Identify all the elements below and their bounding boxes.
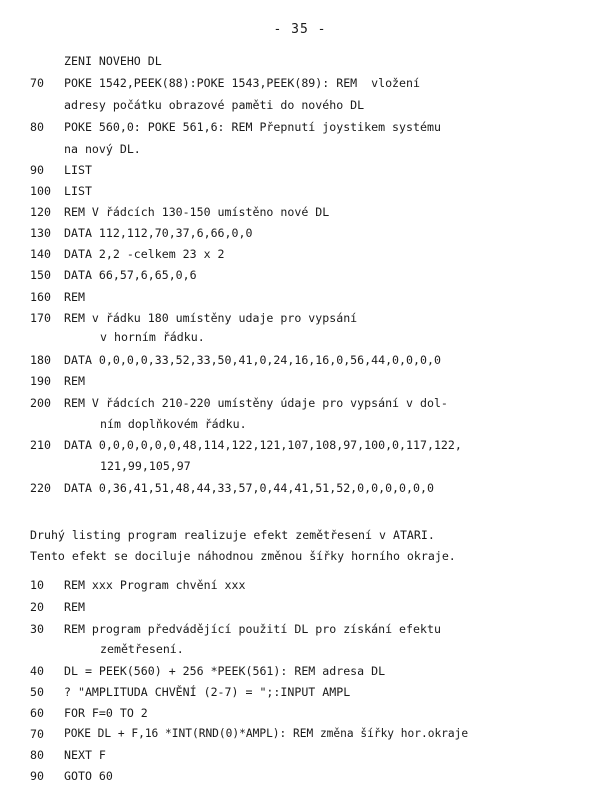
line-number: 80	[30, 120, 44, 134]
line-number: 30	[30, 622, 44, 636]
code-line: POKE DL + F,16 *INT(RND(0)*AMPL): REM změna šířky hor.okraje	[64, 727, 469, 740]
code-line: LIST	[64, 163, 92, 177]
code-line: NEXT F	[64, 748, 106, 762]
line-number: 220	[30, 481, 51, 495]
code-line: LIST	[64, 184, 92, 198]
code-line: REM program předvádějící použití DL pro získání efektu	[64, 622, 441, 636]
code-line: adresy počátku obrazové paměti do nového DL	[64, 98, 365, 112]
code-line: POKE 1542,PEEK(88):POKE 1543,PEEK(89): REM vložení	[64, 76, 420, 90]
line-number: 50	[30, 685, 44, 699]
code-line: REM	[64, 290, 85, 304]
line-number: 70	[30, 76, 44, 90]
line-number: 80	[30, 748, 44, 762]
line-number: 160	[30, 290, 51, 304]
code-line: REM v řádku 180 umístěny udaje pro vypsání	[64, 311, 358, 325]
code-line: REM V řádcích 130-150 umístěno nové DL	[64, 205, 330, 219]
line-number: 210	[30, 438, 51, 452]
code-line: DATA 66,57,6,65,0,6	[64, 268, 197, 282]
code-line: DL = PEEK(560) + 256 *PEEK(561): REM adresa DL	[64, 664, 386, 678]
paragraph-line: Druhý listing program realizuje efekt zemětřesení v ATARI.	[30, 528, 435, 542]
line-number: 180	[30, 353, 51, 367]
code-line: POKE 560,0: POKE 561,6: REM Přepnutí joystikem systému	[64, 120, 441, 134]
code-line: DATA 0,36,41,51,48,44,33,57,0,44,41,51,52,0,0,0,0,0,0	[64, 481, 434, 495]
line-number: 170	[30, 311, 51, 325]
code-line: REM V řádcích 210-220 umístěny údaje pro vypsání v dol-	[64, 396, 448, 410]
line-number: 140	[30, 247, 51, 261]
line-number: 10	[30, 578, 44, 592]
line-number: 130	[30, 226, 51, 240]
code-line: REM	[64, 600, 85, 614]
line-number: 90	[30, 163, 44, 177]
code-line: GOTO 60	[64, 769, 113, 783]
line-number: 70	[30, 727, 44, 741]
line-number: 60	[30, 706, 44, 720]
code-line: ? "AMPLITUDA CHVĚNÍ (2-7) = ";:INPUT AMPL	[64, 685, 351, 699]
code-line: ZENI NOVEHO DL	[64, 54, 162, 68]
page-number: - 35 -	[273, 22, 327, 37]
code-line: 121,99,105,97	[100, 459, 191, 473]
line-number: 90	[30, 769, 44, 783]
line-number: 190	[30, 374, 51, 388]
line-number: 100	[30, 184, 51, 198]
code-line: DATA 2,2 -celkem 23 x 2	[64, 247, 225, 261]
code-line: ním doplňkovém řádku.	[100, 417, 247, 431]
code-line: zemětřesení.	[100, 642, 184, 656]
code-line: DATA 0,0,0,0,0,0,48,114,122,121,107,108,97,100,0,117,122,	[64, 438, 462, 452]
code-line: FOR F=0 TO 2	[64, 706, 148, 720]
line-number: 150	[30, 268, 51, 282]
code-line: DATA 112,112,70,37,6,66,0,0	[64, 226, 253, 240]
code-line: REM xxx Program chvění xxx	[64, 578, 246, 592]
line-number: 200	[30, 396, 51, 410]
paragraph-line: Tento efekt se dociluje náhodnou změnou šířky horního okraje.	[30, 549, 456, 563]
code-line: v horním řádku.	[100, 330, 205, 344]
line-number: 120	[30, 205, 51, 219]
code-line: DATA 0,0,0,0,33,52,33,50,41,0,24,16,16,0,56,44,0,0,0,0	[64, 353, 441, 367]
line-number: 20	[30, 600, 44, 614]
code-line: na nový DL.	[64, 142, 141, 156]
code-line: REM	[64, 374, 85, 388]
line-number: 40	[30, 664, 44, 678]
